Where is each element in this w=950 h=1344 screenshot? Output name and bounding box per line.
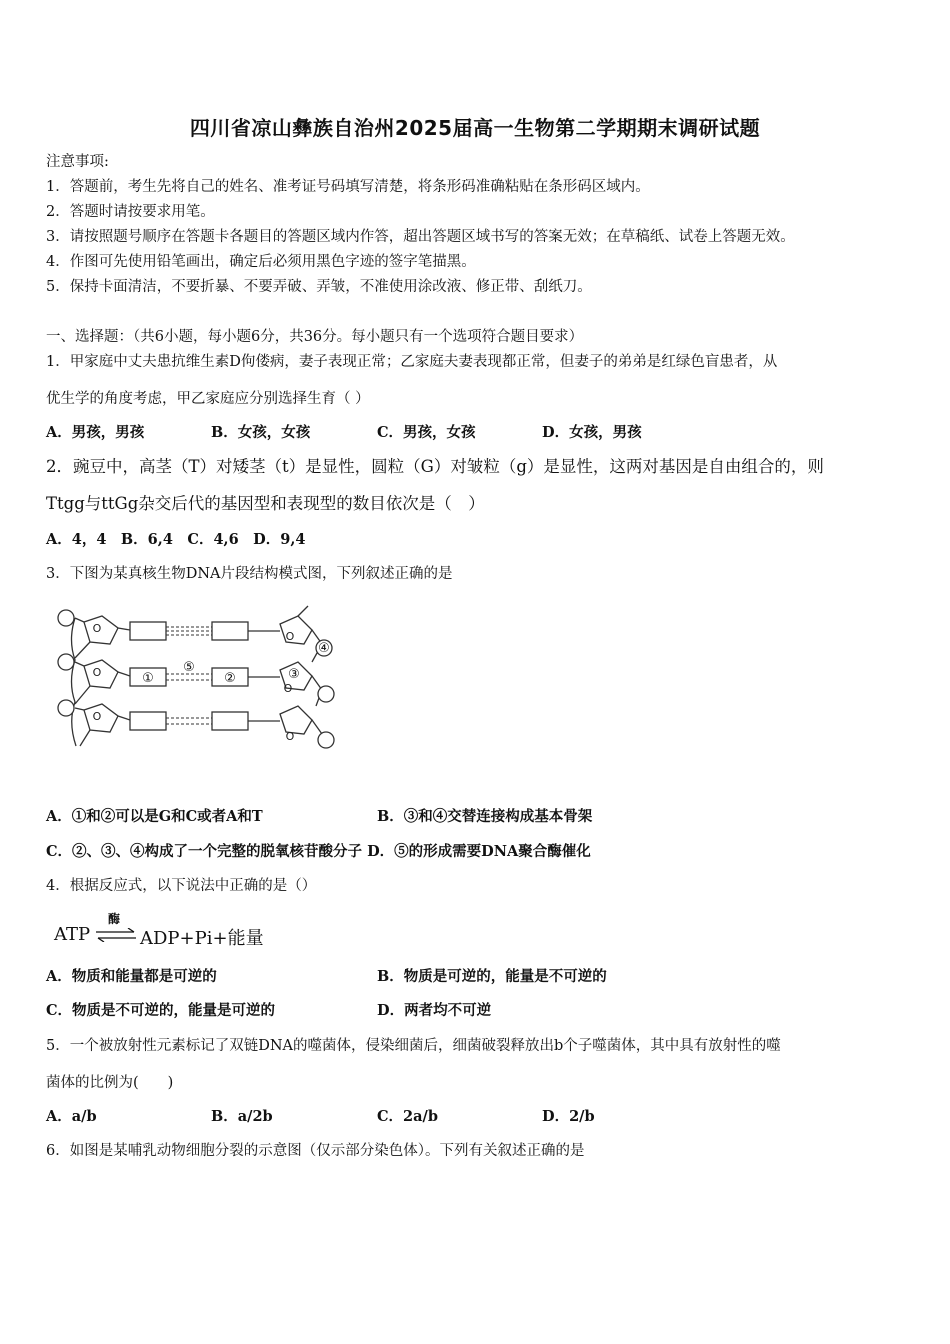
q5-option-d: D．2/b: [542, 1108, 595, 1125]
notice-heading: 注意事项:: [46, 154, 109, 170]
q4-option-c: C．物质是不可逆的，能量是可逆的: [46, 1002, 276, 1019]
dna-structure-figure: [50, 600, 350, 760]
label-3: ③: [288, 667, 300, 682]
q6-stem: 6．如图是某哺乳动物细胞分裂的示意图（仅示部分染色体）。下列有关叙述正确的是: [46, 1143, 585, 1159]
q3-option-b: B．③和④交替连接构成基本骨架: [377, 808, 593, 825]
q1-option-a: A．男孩，男孩: [46, 424, 145, 441]
notice-item-2: 2．答题时请按要求用笔。: [46, 204, 215, 220]
label-5: ⑤: [183, 660, 195, 675]
q4-option-b: B．物质是可逆的，能量是不可逆的: [377, 968, 607, 985]
q5-option-c: C．2a/b: [377, 1108, 438, 1125]
q2-options: A．4，4 B．6,4 C．4,6 D．9,4: [46, 531, 306, 548]
q5-stem-line1: 5．一个被放射性元素标记了双链DNA的噬菌体，侵染细菌后，细菌破裂释放出b个子噬菌体，其中具有放射性的噬: [46, 1038, 781, 1054]
q5-option-b: B．a/2b: [211, 1108, 273, 1125]
page-title: 四川省凉山彝族自治州2025届高一生物第二学期期末调研试题: [189, 116, 761, 140]
q1-option-d: D．女孩，男孩: [542, 424, 642, 441]
notice-item-5: 5．保持卡面清洁，不要折暴、不要弄破、弄皱，不准使用涂改液、修正带、刮纸刀。: [46, 279, 592, 295]
q4-option-d: D．两者均不可逆: [377, 1002, 492, 1019]
q3-option-a: A．①和②可以是G和C或者A和T: [46, 808, 263, 825]
q1-stem-line1: 1．甲家庭中丈夫患抗维生素D佝偻病，妻子表现正常；乙家庭夫妻表现都正常，但妻子的弟弟是红绿色盲患者，从: [46, 354, 778, 370]
enzyme-label: 酶: [108, 912, 121, 926]
notice-item-3: 3．请按照题号顺序在答题卡各题目的答题区域内作答，超出答题区域书写的答案无效；在草稿纸、试卷上答题无效。: [46, 229, 795, 245]
notice-item-4: 4．作图可先使用铅笔画出，确定后必须用黑色字迹的签字笔描黑。: [46, 254, 476, 270]
sugar-oxygen-label: O: [92, 710, 102, 723]
reversible-arrow-icon: [94, 928, 138, 942]
sugar-oxygen-label: O: [92, 666, 102, 679]
q5-option-a: A．a/b: [46, 1108, 97, 1125]
notice-item-1: 1．答题前，考生先将自己的姓名、准考证号码填写清楚，将条形码准确粘贴在条形码区域内。: [46, 179, 650, 195]
label-1: ①: [142, 671, 154, 686]
sugar-oxygen-label: O: [92, 622, 102, 635]
q1-option-c: C．男孩，女孩: [377, 424, 476, 441]
q2-stem-line1: 2．豌豆中，高茎（T）对矮茎（t）是显性，圆粒（G）对皱粒（g）是显性，这两对基因是自由组合的，则: [46, 457, 824, 476]
label-4: ④: [318, 641, 330, 656]
sugar-oxygen-label: O: [285, 730, 295, 743]
equation-right: ADP+Pi+能量: [140, 928, 264, 949]
q3-stem: 3．下图为某真核生物DNA片段结构模式图，下列叙述正确的是: [46, 566, 453, 582]
q1-stem-line2: 优生学的角度考虑，甲乙家庭应分别选择生育（ ）: [46, 391, 370, 407]
sugar-oxygen-label: O: [285, 630, 295, 643]
q3-option-cd: C．②、③、④构成了一个完整的脱氧核苷酸分子 D．⑤的形成需要DNA聚合酶催化: [46, 843, 591, 860]
q4-stem: 4．根据反应式，以下说法中正确的是（）: [46, 878, 317, 894]
sugar-oxygen-label: O: [283, 682, 293, 695]
q1-option-b: B．女孩，女孩: [211, 424, 311, 441]
reaction-equation: [54, 912, 314, 952]
q4-option-a: A．物质和能量都是可逆的: [46, 968, 217, 985]
q2-stem-line2: Ttgg与ttGg杂交后代的基因型和表现型的数目依次是（ ）: [46, 494, 485, 513]
label-2: ②: [224, 671, 236, 686]
q5-stem-line2: 菌体的比例为( ): [46, 1075, 174, 1091]
section-heading: 一、选择题：（共6小题，每小题6分，共36分。每小题只有一个选项符合题目要求）: [46, 329, 584, 345]
equation-left: ATP: [54, 924, 91, 945]
